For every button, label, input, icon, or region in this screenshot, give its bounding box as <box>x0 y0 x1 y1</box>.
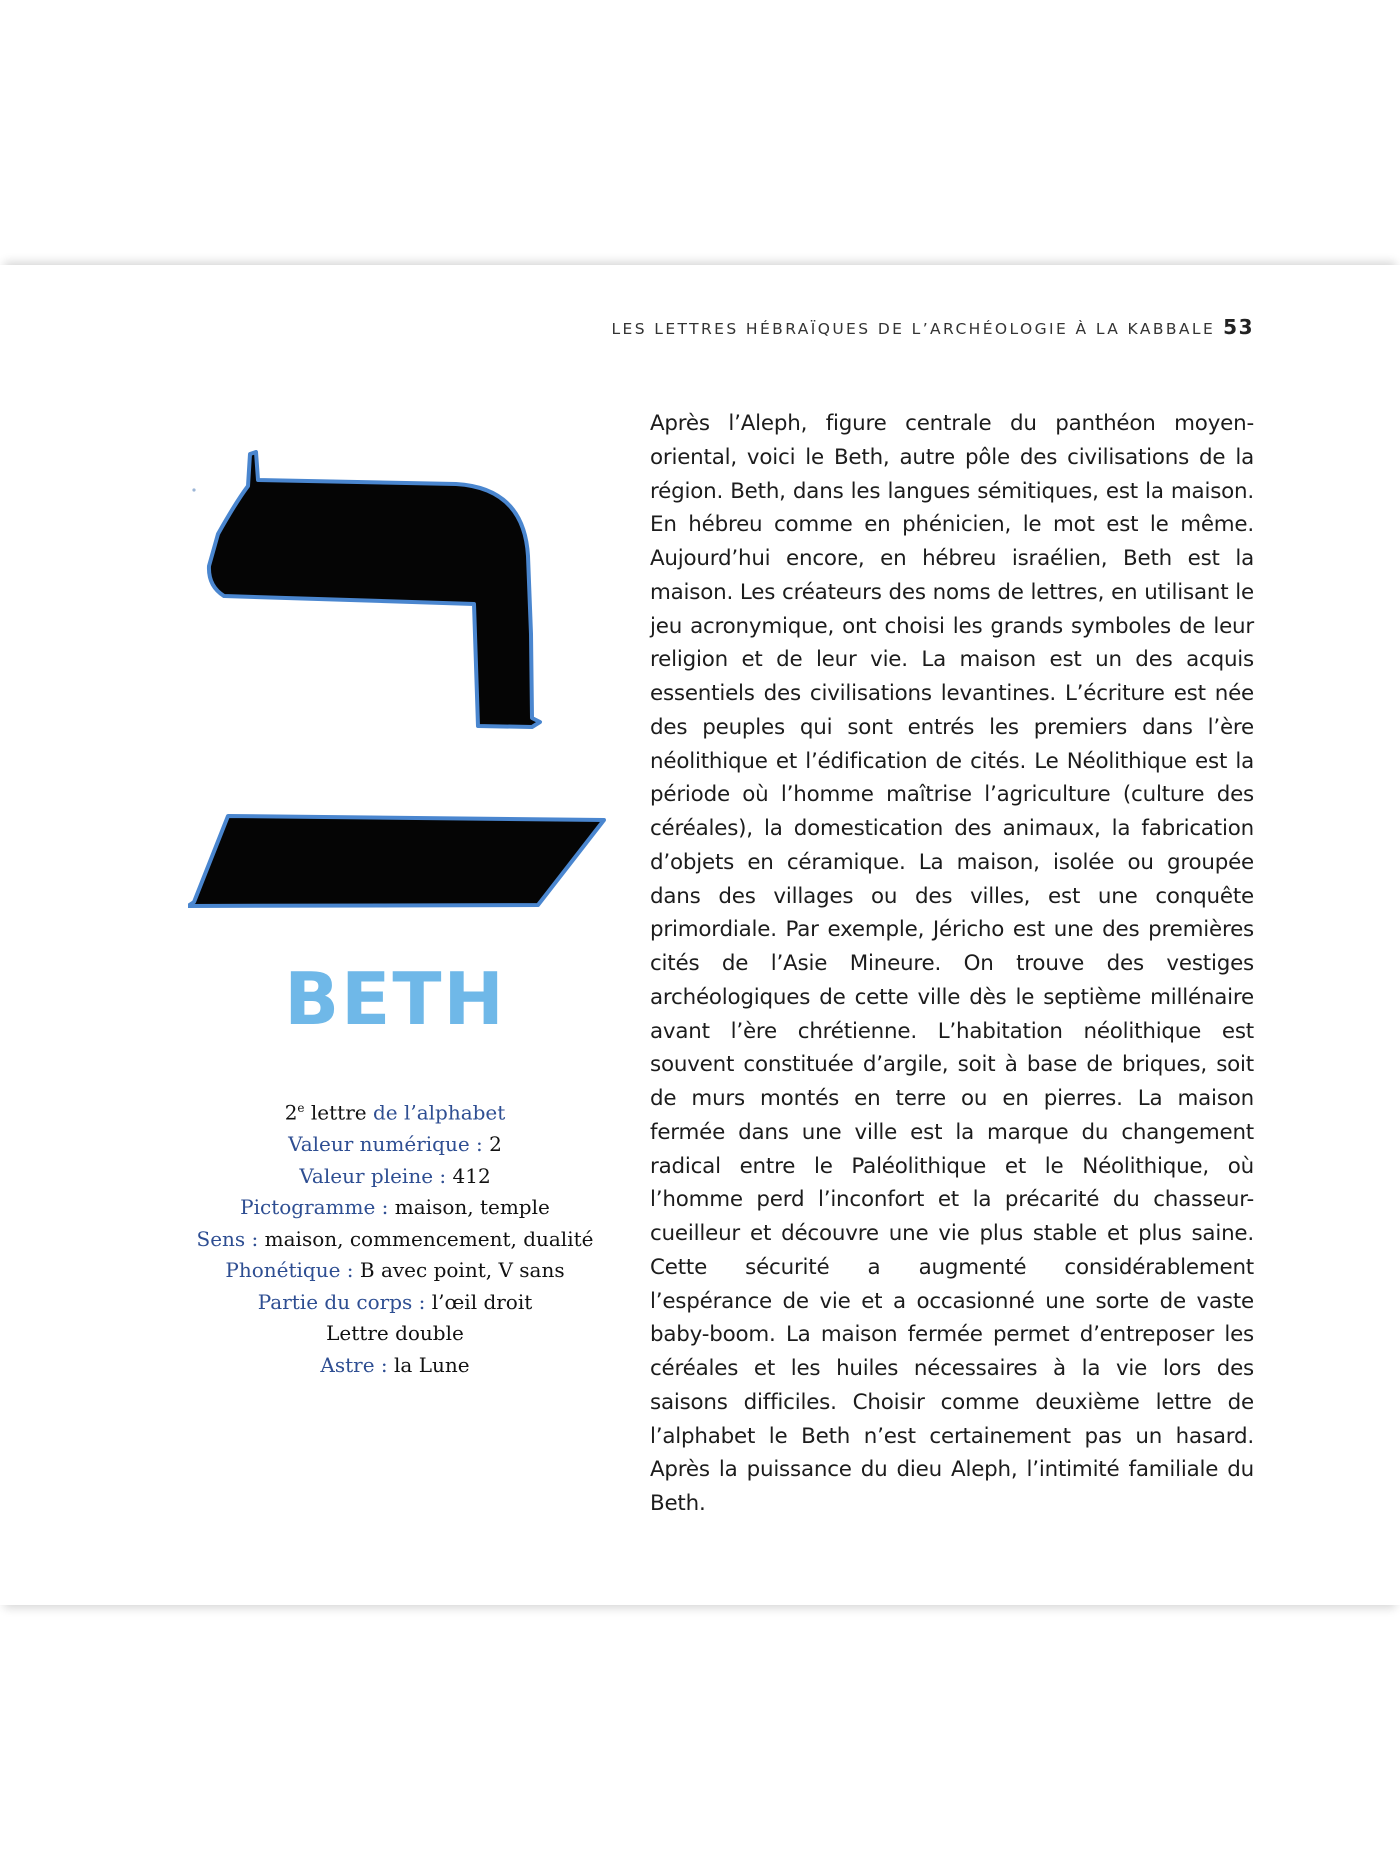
double-letter: Lettre double <box>326 1321 464 1346</box>
meaning-label: Sens : <box>196 1226 259 1251</box>
pictogram-value: maison, temple <box>388 1195 550 1220</box>
phonetic-label: Phonétique : <box>225 1258 354 1283</box>
ordinal-word: lettre <box>304 1100 373 1125</box>
fact-pictogram <box>180 1192 610 1224</box>
letter-facts <box>180 1093 610 1381</box>
book-page <box>0 265 1400 1605</box>
running-head <box>612 315 1255 339</box>
letter-name: BETH <box>284 957 506 1041</box>
beth-upper-stroke <box>209 452 540 727</box>
fact-full-value <box>180 1161 610 1193</box>
pictogram-label: Pictogramme : <box>240 1195 389 1220</box>
running-title: LES LETTRES HÉBRAÏQUES DE L’ARCHÉOLOGIE À LA KABBALE <box>611 320 1216 338</box>
body-part-value: l’œil droit <box>425 1289 533 1314</box>
fact-meaning <box>180 1224 610 1256</box>
numeric-value: 2 <box>482 1132 502 1157</box>
fact-numeric-value <box>180 1129 610 1161</box>
fact-ordinal <box>180 1093 610 1129</box>
star-value: la Lune <box>387 1352 470 1377</box>
phonetic-value: B avec point, V sans <box>353 1258 565 1283</box>
star-label: Astre : <box>320 1352 388 1377</box>
beth-base-stroke <box>188 816 604 906</box>
fact-double-letter <box>180 1318 610 1350</box>
ordinal-number: 2 <box>284 1100 298 1125</box>
full-value-label: Valeur pleine : <box>299 1163 447 1188</box>
fact-body-part <box>180 1287 610 1319</box>
numeric-value-label: Valeur numérique : <box>288 1132 483 1157</box>
full-value: 412 <box>446 1163 491 1188</box>
body-part-label: Partie du corps : <box>257 1289 426 1314</box>
ink-speck <box>192 488 195 491</box>
fact-star <box>180 1350 610 1382</box>
body-paragraph: Après l’Aleph, figure centrale du panthéon moyen-oriental, voici le Beth, autre pôle des civilisations de la région. Beth, dans les langues sémitiques, est la maison. En hébreu comme en phénicien, le mot est le même. Aujourd’hui encore, en hébreu israélien, Beth est la maison. Les créateurs des noms de lettres, en utilisant le jeu acronymique, ont choisi les grands symboles de leur religion et de leur vie. La maison est un des acquis essentiels des civilisations levantines. L’écriture est née des peuples qui sont entrés les premiers dans l’ère néolithique et l’édification de cités. Le Néolithique est la période où l’homme maîtrise l’agriculture (culture des céréales), la domestication des animaux, la fabrication d’objets en céramique. La maison, isolée ou groupée dans des villages ou des villes, est une conquête primordiale. Par exemple, Jéricho est une des premières cités de l’Asie Mineure. On trouve des vestiges archéologiques de cette ville dès le septième millénaire avant l’ère chrétienne. L’habitation néolithique est souvent constituée d’argile, soit à base de briques, soit de murs montés en terre ou en pierres. La maison fermée dans une ville est la marque du changement radical entre le Paléolithique et le Néolithique, où l’homme perd l’inconfort et la précarité du chasseur-cueilleur et découvre une vie plus stable et plus saine. Cette sécurité a augmenté considérablement l’espérance de vie et a occasionné une sorte de vaste baby-boom. La maison fermée permet d’entreposer les céréales et les huiles nécessaires à la vie lors des saisons difficiles. Choisir comme deuxième lettre de l’alphabet le Beth n’est certainement pas un hasard. Après la puissance du dieu Aleph, l’intimité familiale du Beth. <box>650 411 1254 1516</box>
ordinal-suffix: e <box>297 1101 305 1115</box>
hebrew-letter-beth-icon <box>188 450 608 910</box>
fact-phonetic <box>180 1255 610 1287</box>
meaning-value: maison, commencement, dualité <box>258 1226 594 1251</box>
ordinal-label: de l’alphabet <box>372 1100 506 1125</box>
page-number: 53 <box>1223 315 1254 339</box>
